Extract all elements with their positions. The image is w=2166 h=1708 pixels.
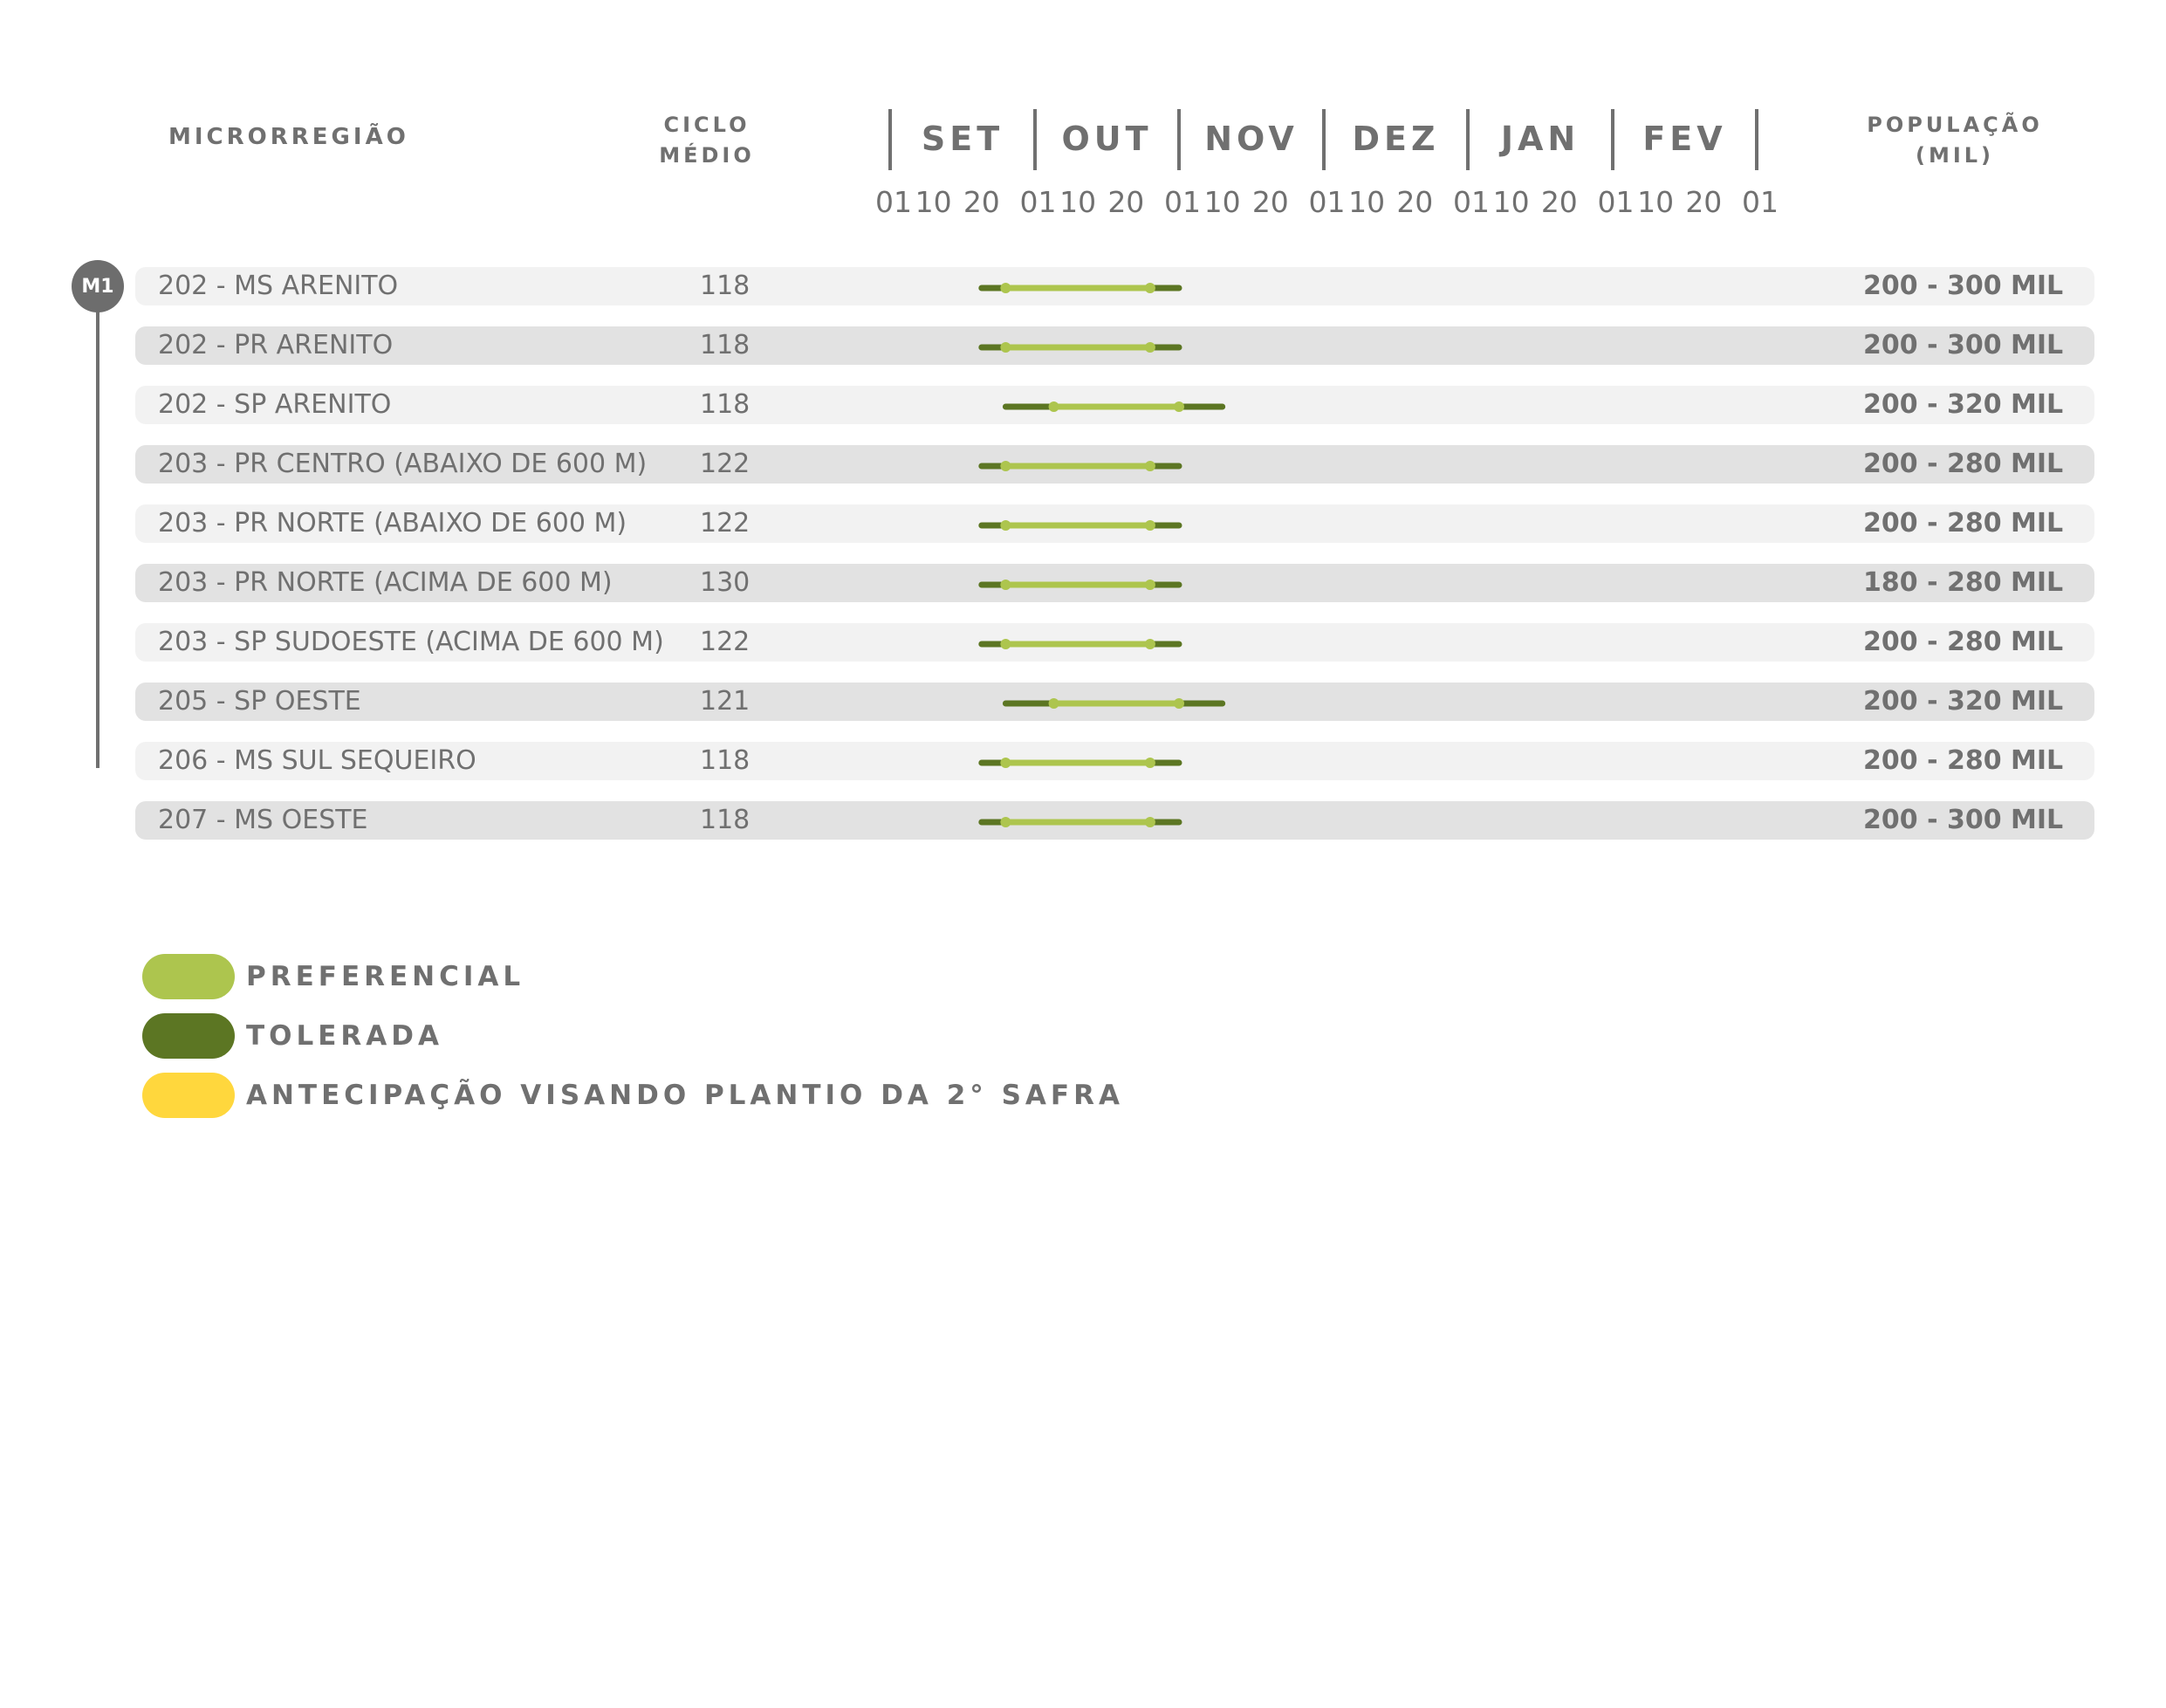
day-tick-label: 01: [1308, 185, 1346, 219]
preferencial-endpoint: [1174, 401, 1184, 412]
preferencial-endpoint: [1000, 758, 1011, 768]
ciclo-cell: 118: [700, 805, 751, 835]
populacao-cell: 200 - 280 MIL: [1863, 449, 2064, 479]
day-tick-label: 01: [1164, 185, 1201, 219]
ciclo-cell: 130: [700, 567, 751, 598]
preferencial-endpoint: [1174, 698, 1184, 709]
ciclo-cell: 122: [700, 627, 751, 657]
preferencial-endpoint: [1145, 817, 1155, 827]
microrregiao-cell: 203 - SP SUDOESTE (ACIMA DE 600 M): [158, 627, 664, 657]
day-tick-label: 10: [1203, 185, 1241, 219]
month-label: NOV: [1204, 120, 1299, 158]
preferencial-endpoint: [1049, 698, 1059, 709]
microrregiao-cell: 202 - SP ARENITO: [158, 389, 392, 420]
microrregiao-cell: 203 - PR NORTE (ABAIXO DE 600 M): [158, 508, 627, 538]
populacao-cell: 200 - 280 MIL: [1863, 627, 2064, 657]
month-label: JAN: [1500, 120, 1580, 158]
preferencial-endpoint: [1145, 461, 1155, 471]
month-label: DEZ: [1352, 120, 1440, 158]
microrregiao-cell: 203 - PR NORTE (ACIMA DE 600 M): [158, 567, 613, 598]
ciclo-header-line1: CICLO: [663, 113, 751, 137]
month-label: FEV: [1642, 120, 1727, 158]
day-tick-label: 10: [915, 185, 952, 219]
day-tick-label: 20: [1396, 185, 1434, 219]
populacao-cell: 200 - 280 MIL: [1863, 745, 2064, 776]
day-tick-label: 10: [1637, 185, 1675, 219]
ciclo-cell: 122: [700, 508, 751, 538]
group-badge: M1: [72, 260, 124, 312]
day-tick-label: 01: [875, 185, 912, 219]
populacao-cell: 200 - 300 MIL: [1863, 805, 2064, 835]
preferencial-endpoint: [1049, 401, 1059, 412]
ciclo-cell: 118: [700, 330, 751, 360]
populacao-cell: 200 - 320 MIL: [1863, 686, 2064, 717]
preferencial-endpoint: [1000, 520, 1011, 531]
populacao-cell: 200 - 300 MIL: [1863, 330, 2064, 360]
microrregiao-cell: 202 - PR ARENITO: [158, 330, 394, 360]
preferencial-endpoint: [1000, 461, 1011, 471]
day-tick-label: 20: [1107, 185, 1145, 219]
preferencial-endpoint: [1000, 639, 1011, 649]
ciclo-cell: 118: [700, 389, 751, 420]
preferencial-endpoint: [1145, 758, 1155, 768]
preferencial-endpoint: [1145, 283, 1155, 293]
day-tick-label: 01: [1019, 185, 1057, 219]
preferencial-endpoint: [1000, 283, 1011, 293]
preferencial-endpoint: [1145, 342, 1155, 353]
day-tick-label: 10: [1059, 185, 1097, 219]
legend-swatch: [142, 954, 235, 999]
day-tick-label: 01: [1453, 185, 1490, 219]
month-label: OUT: [1061, 120, 1153, 158]
legend-swatch: [142, 1073, 235, 1118]
preferencial-endpoint: [1000, 580, 1011, 590]
ciclo-cell: 118: [700, 271, 751, 301]
ciclo-cell: 122: [700, 449, 751, 479]
populacao-header-line2: (MIL): [1915, 143, 1995, 168]
day-tick-label: 10: [1348, 185, 1386, 219]
day-tick-label: 20: [1251, 185, 1289, 219]
microrregiao-cell: 207 - MS OESTE: [158, 805, 368, 835]
ciclo-header-line2: MÉDIO: [659, 143, 755, 168]
day-tick-label: 01: [1597, 185, 1635, 219]
populacao-cell: 200 - 320 MIL: [1863, 389, 2064, 420]
microrregiao-cell: 203 - PR CENTRO (ABAIXO DE 600 M): [158, 449, 648, 479]
microrregiao-cell: 205 - SP OESTE: [158, 686, 361, 717]
day-tick-label: 20: [963, 185, 1000, 219]
day-tick-label: 20: [1540, 185, 1578, 219]
day-tick-label: 20: [1685, 185, 1723, 219]
populacao-header-line1: POPULAÇÃO: [1867, 113, 2043, 137]
day-tick-label: 01: [1742, 185, 1779, 219]
microrregiao-cell: 202 - MS ARENITO: [158, 271, 399, 301]
ciclo-cell: 121: [700, 686, 751, 717]
legend-swatch: [142, 1013, 235, 1059]
legend-label: TOLERADA: [246, 1020, 444, 1052]
preferencial-endpoint: [1145, 520, 1155, 531]
preferencial-endpoint: [1145, 639, 1155, 649]
preferencial-endpoint: [1000, 342, 1011, 353]
populacao-cell: 180 - 280 MIL: [1863, 567, 2064, 598]
month-label: SET: [921, 120, 1004, 158]
preferencial-endpoint: [1000, 817, 1011, 827]
column-header-microrregiao: MICRORREGIÃO: [168, 124, 409, 150]
microrregiao-cell: 206 - MS SUL SEQUEIRO: [158, 745, 476, 776]
day-tick-label: 10: [1492, 185, 1530, 219]
populacao-cell: 200 - 300 MIL: [1863, 271, 2064, 301]
preferencial-endpoint: [1145, 580, 1155, 590]
populacao-cell: 200 - 280 MIL: [1863, 508, 2064, 538]
ciclo-cell: 118: [700, 745, 751, 776]
legend-label: PREFERENCIAL: [246, 961, 525, 992]
legend-label: ANTECIPAÇÃO VISANDO PLANTIO DA 2° SAFRA: [246, 1080, 1124, 1111]
